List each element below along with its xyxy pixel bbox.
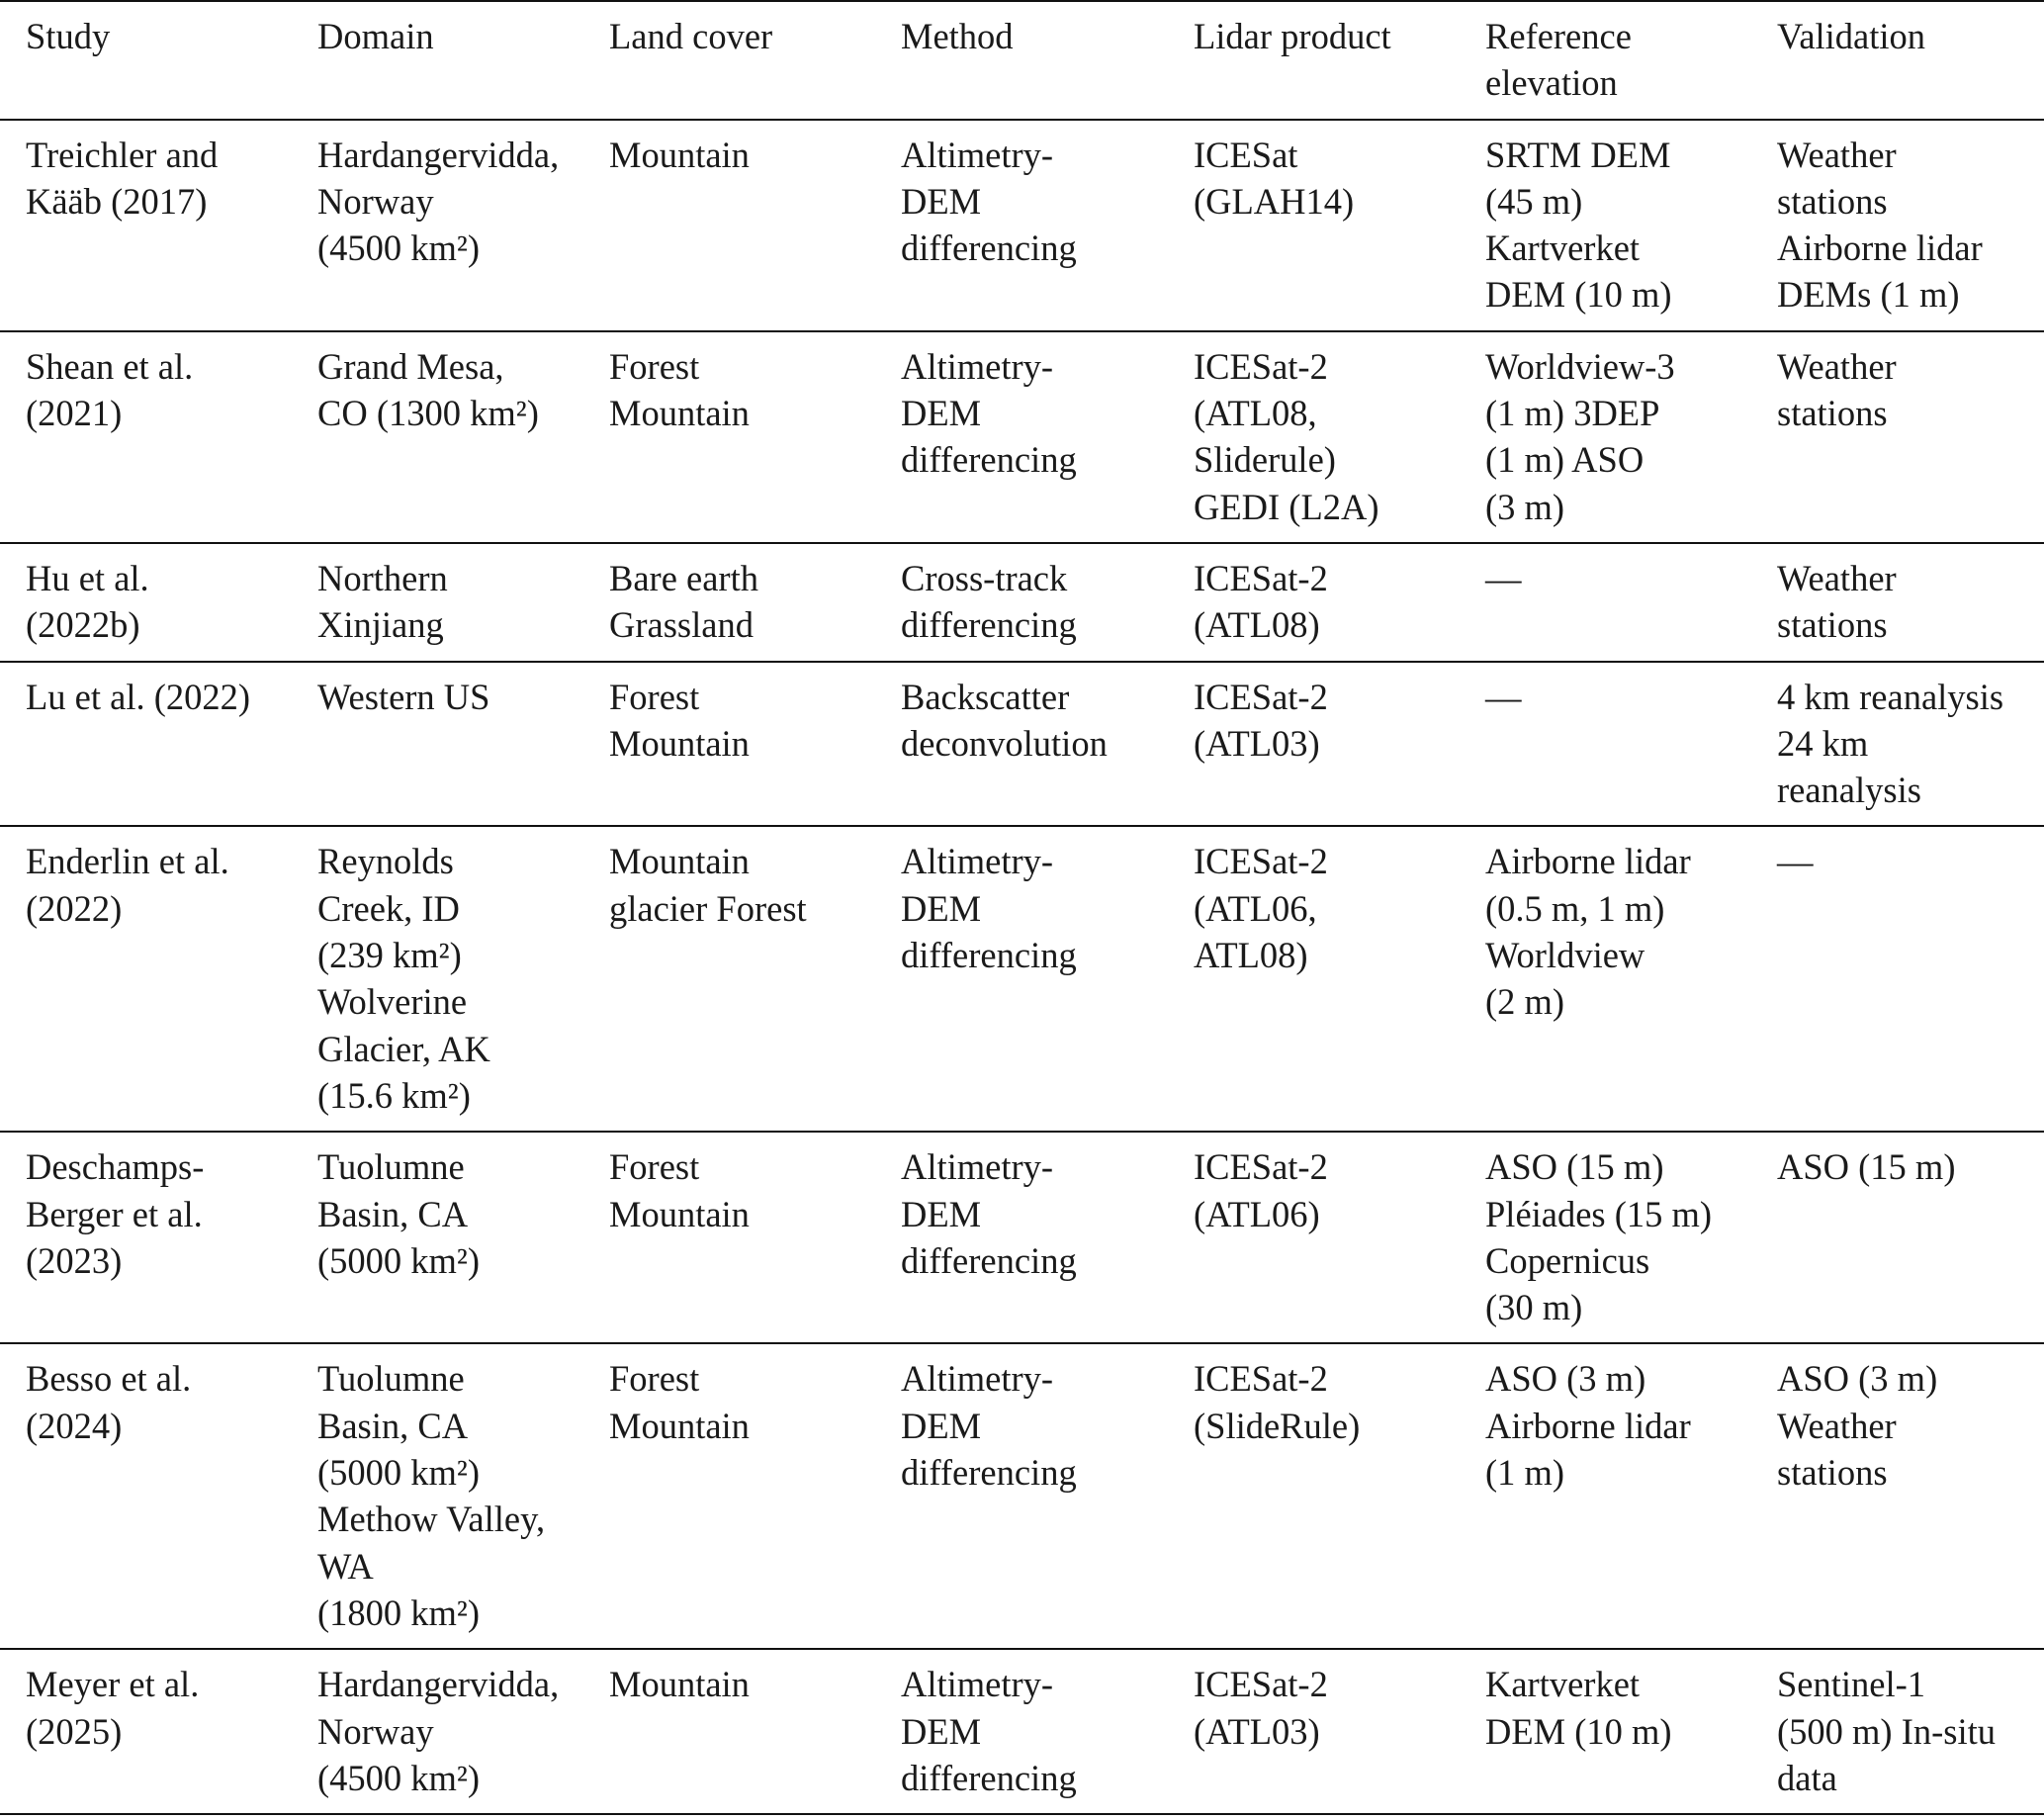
- cell-lidar-product: ICESat-2 (ATL06): [1194, 1146, 1328, 1234]
- header-validation: Validation: [1777, 16, 1926, 56]
- cell-study: Enderlin et al. (2022): [26, 841, 229, 929]
- cell-validation: ASO (15 m): [1777, 1146, 1956, 1188]
- table-row: [0, 543, 2044, 662]
- cell-lidar-product: ICESat-2 (ATL08): [1194, 557, 1328, 646]
- cell-method: Altimetry- DEM differencing: [901, 841, 1077, 976]
- table-row: [0, 120, 2044, 331]
- cell-domain: Hardangervidda, Norway (4500 km²): [317, 134, 560, 269]
- table-header-row: [0, 1, 2044, 120]
- header-domain: Domain: [317, 16, 434, 56]
- table-row: [0, 1649, 2044, 1814]
- cell-method: Backscatter deconvolution: [901, 676, 1108, 764]
- cell-validation: Sentinel-1 (500 m) In-situ data: [1777, 1664, 1996, 1798]
- cell-land-cover: Forest Mountain: [609, 676, 750, 764]
- header-land-cover: Land cover: [609, 16, 773, 56]
- cell-domain: Northern Xinjiang: [317, 557, 448, 646]
- cell-method: Altimetry- DEM differencing: [901, 345, 1077, 481]
- cell-reference-elevation: —: [1485, 557, 1522, 598]
- cell-land-cover: Forest Mountain: [609, 1146, 750, 1234]
- cell-study: Hu et al. (2022b): [26, 557, 149, 646]
- cell-method: Altimetry- DEM differencing: [901, 1664, 1077, 1798]
- cell-reference-elevation: ASO (3 m) Airborne lidar (1 m): [1485, 1358, 1691, 1494]
- cell-method: Altimetry- DEM differencing: [901, 1146, 1077, 1281]
- cell-study: Lu et al. (2022): [26, 676, 251, 717]
- table-row: [0, 331, 2044, 543]
- cell-land-cover: Mountain: [609, 134, 750, 175]
- table-row: [0, 662, 2044, 827]
- cell-lidar-product: ICESat (GLAH14): [1194, 134, 1355, 222]
- cell-study: Besso et al. (2024): [26, 1358, 192, 1446]
- cell-land-cover: Bare earth Grassland: [609, 557, 758, 646]
- cell-lidar-product: ICESat-2 (ATL03): [1194, 1664, 1328, 1752]
- cell-domain: Hardangervidda, Norway (4500 km²): [317, 1664, 560, 1798]
- cell-land-cover: Mountain glacier Forest: [609, 841, 807, 929]
- cell-land-cover: Forest Mountain: [609, 345, 750, 434]
- cell-validation: Weather stations Airborne lidar DEMs (1 m): [1777, 134, 1983, 316]
- header-study: Study: [26, 16, 111, 56]
- cell-reference-elevation: SRTM DEM (45 m) Kartverket DEM (10 m): [1485, 134, 1672, 316]
- cell-lidar-product: ICESat-2 (ATL06, ATL08): [1194, 841, 1328, 976]
- cell-study: Deschamps- Berger et al. (2023): [26, 1146, 205, 1281]
- table-row: [0, 1343, 2044, 1649]
- cell-reference-elevation: Worldview-3 (1 m) 3DEP (1 m) ASO (3 m): [1485, 345, 1675, 527]
- cell-reference-elevation: —: [1485, 676, 1522, 717]
- cell-study: Shean et al. (2021): [26, 345, 194, 434]
- cell-lidar-product: ICESat-2 (ATL08, Sliderule) GEDI (L2A): [1194, 345, 1379, 527]
- cell-reference-elevation: ASO (15 m) Pléiades (15 m) Copernicus (30 m): [1485, 1146, 1713, 1328]
- cell-domain: Tuolumne Basin, CA (5000 km²) Methow Valley, WA (1800 km²): [317, 1358, 546, 1633]
- cell-validation: 4 km reanalysis 24 km reanalysis: [1777, 676, 2004, 811]
- cell-validation: Weather stations: [1777, 557, 1897, 646]
- cell-domain: Western US: [317, 676, 490, 717]
- cell-domain: Tuolumne Basin, CA (5000 km²): [317, 1146, 481, 1281]
- cell-reference-elevation: Airborne lidar (0.5 m, 1 m) Worldview (2 m): [1485, 841, 1691, 1023]
- cell-validation: Weather stations: [1777, 345, 1897, 434]
- table-row: [0, 1132, 2044, 1343]
- header-reference-elevation: Reference elevation: [1485, 16, 1632, 104]
- cell-validation: ASO (3 m) Weather stations: [1777, 1358, 1938, 1494]
- cell-study: Meyer et al. (2025): [26, 1664, 200, 1752]
- cell-lidar-product: ICESat-2 (SlideRule): [1194, 1358, 1361, 1446]
- cell-land-cover: Mountain: [609, 1664, 750, 1705]
- cell-land-cover: Forest Mountain: [609, 1358, 750, 1446]
- cell-domain: Reynolds Creek, ID (239 km²) Wolverine Glacier, AK (15.6 km²): [317, 841, 490, 1116]
- cell-validation: —: [1777, 841, 1814, 882]
- cell-study: Treichler and Kääb (2017): [26, 134, 219, 222]
- cell-method: Altimetry- DEM differencing: [901, 1358, 1077, 1494]
- header-method: Method: [901, 16, 1014, 56]
- table-row: [0, 826, 2044, 1132]
- cell-domain: Grand Mesa, CO (1300 km²): [317, 345, 539, 434]
- cell-method: Cross-track differencing: [901, 557, 1077, 646]
- cell-reference-elevation: Kartverket DEM (10 m): [1485, 1664, 1672, 1752]
- cell-lidar-product: ICESat-2 (ATL03): [1194, 676, 1328, 764]
- cell-method: Altimetry- DEM differencing: [901, 134, 1077, 269]
- header-lidar-product: Lidar product: [1194, 16, 1391, 56]
